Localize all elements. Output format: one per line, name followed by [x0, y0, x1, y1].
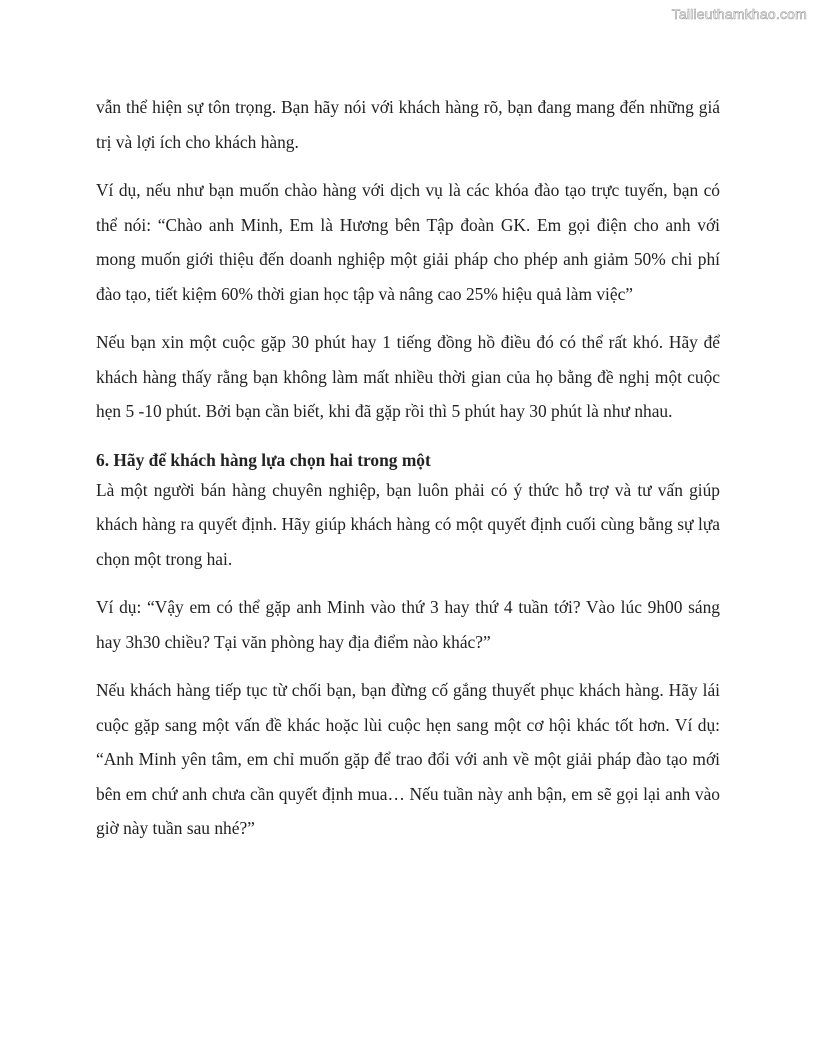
- section-heading: 6. Hãy để khách hàng lựa chọn hai trong một: [96, 449, 431, 470]
- paragraph: Nếu khách hàng tiếp tục từ chối bạn, bạn đừng cố gắng thuyết phục khách hàng. Hãy lái cuộc gặp sang một vấn đề khác hoặc lùi cuộc hẹn sang một cơ hội khác tốt hơn. Ví dụ: “Anh Minh yên tâm, em chỉ muốn gặp để trao đổi với anh về một giải pháp đào tạo mới bên em chứ anh chưa cần quyết định mua… Nếu tuần này anh bận, em sẽ gọi lại anh vào giờ này tuần sau nhé?”: [96, 680, 720, 838]
- paragraph: Ví dụ: “Vậy em có thể gặp anh Minh vào thứ 3 hay thứ 4 tuần tới? Vào lúc 9h00 sáng hay 3h30 chiều? Tại văn phòng hay địa điểm nào khác?”: [96, 597, 720, 652]
- paragraph: Ví dụ, nếu như bạn muốn chào hàng với dịch vụ là các khóa đào tạo trực tuyến, bạn có thể nói: “Chào anh Minh, Em là Hương bên Tập đoàn GK. Em gọi điện cho anh với mong muốn giới thiệu đến doanh nghiệp một giải pháp cho phép anh giảm 50% chi phí đào tạo, tiết kiệm 60% thời gian học tập và nâng cao 25% hiệu quả làm việc”: [96, 180, 720, 304]
- watermark: Tailieuthamkhao.com: [671, 6, 807, 22]
- paragraph: Nếu bạn xin một cuộc gặp 30 phút hay 1 tiếng đồng hồ điều đó có thể rất khó. Hãy để khách hàng thấy rằng bạn không làm mất nhiều thời gian của họ bằng đề nghị một cuộc hẹn 5 -10 phút. Bởi bạn cần biết, khi đã gặp rồi thì 5 phút hay 30 phút là như nhau.: [96, 332, 720, 421]
- paragraph: Là một người bán hàng chuyên nghiệp, bạn luôn phải có ý thức hỗ trợ và tư vấn giúp khách hàng ra quyết định. Hãy giúp khách hàng có một quyết định cuối cùng bằng sự lựa chọn một trong hai.: [96, 479, 720, 569]
- document-body: [96, 90, 720, 860]
- paragraph: vẫn thể hiện sự tôn trọng. Bạn hãy nói với khách hàng rõ, bạn đang mang đến những giá trị và lợi ích cho khách hàng.: [96, 97, 720, 152]
